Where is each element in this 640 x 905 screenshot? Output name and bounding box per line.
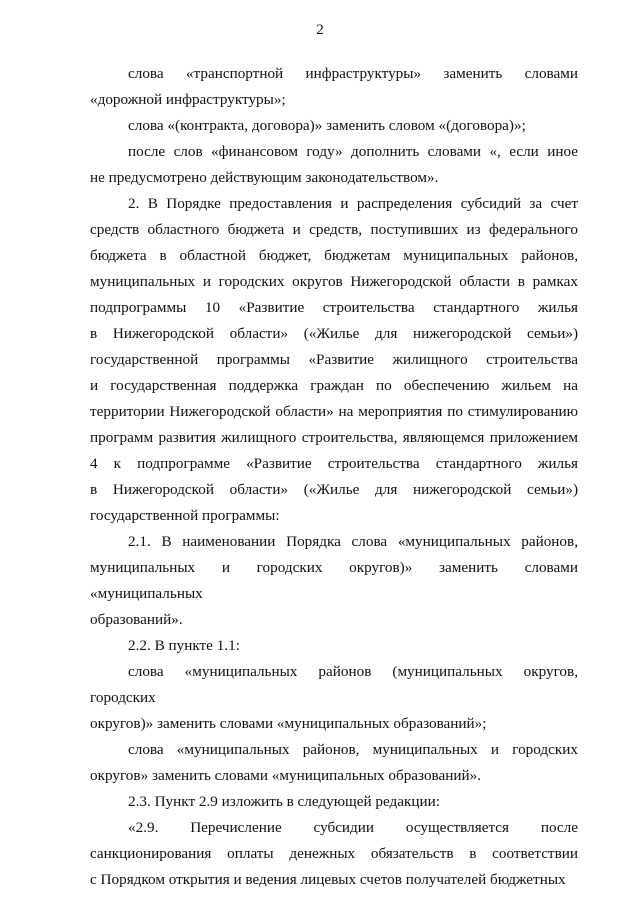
- paragraph: [90, 737, 578, 789]
- paragraph: [90, 633, 578, 659]
- text-line: после слов «финансовом году» дополнить словами «, если иное: [128, 143, 578, 160]
- text-line: слова «муниципальных районов, муниципальных и городских: [128, 741, 578, 758]
- paragraph: [90, 789, 578, 815]
- text-line: средств областного бюджета и средств, поступивших из федерального: [90, 221, 578, 238]
- text-line: 2.1. В наименовании Порядка слова «муниципальных районов,: [128, 533, 578, 550]
- text-line: 4 к подпрограмме «Развитие строительства стандартного жилья: [90, 455, 578, 472]
- text-line: «2.9. Перечисление субсидии осуществляется после: [128, 819, 578, 836]
- text-line: 2.2. В пункте 1.1:: [128, 637, 240, 654]
- paragraph: [90, 61, 578, 113]
- paragraph: [90, 191, 578, 529]
- text-line: 2. В Порядке предоставления и распределения субсидий за счет: [128, 195, 578, 212]
- text-line: не предусмотрено действующим законодательством».: [90, 169, 439, 186]
- text-line: с Порядком открытия и ведения лицевых счетов получателей бюджетных: [90, 871, 566, 888]
- text-line: округов» заменить словами «муниципальных образований».: [90, 767, 482, 784]
- text-line: в Нижегородской области» («Жилье для нижегородской семьи»): [90, 481, 578, 498]
- text-line: муниципальных и городских округов Нижегородской области в рамках: [90, 273, 578, 290]
- text-line: образований».: [90, 611, 183, 628]
- text-line: программ развития жилищного строительства, являющемся приложением: [90, 429, 578, 446]
- text-line: округов)» заменить словами «муниципальных образований»;: [90, 715, 487, 732]
- text-line: в Нижегородской области» («Жилье для нижегородской семьи»): [90, 325, 578, 342]
- text-line: и государственная поддержка граждан по обеспечению жильем на: [90, 377, 578, 394]
- text-line: 2.3. Пункт 2.9 изложить в следующей редакции:: [128, 793, 441, 810]
- text-line: слова «муниципальных районов (муниципальных округов, городских: [90, 663, 578, 706]
- text-line: бюджета в областной бюджет, бюджетам муниципальных районов,: [90, 247, 578, 264]
- document-body: [90, 61, 578, 893]
- text-line: муниципальных и городских округов)» заменить словами «муниципальных: [90, 559, 578, 602]
- text-line: государственной программы «Развитие жилищного строительства: [90, 351, 578, 368]
- text-line: территории Нижегородской области» на мероприятия по стимулированию: [90, 403, 578, 420]
- paragraph: [90, 529, 578, 633]
- paragraph: [90, 659, 578, 737]
- text-line: подпрограммы 10 «Развитие строительства стандартного жилья: [90, 299, 578, 316]
- text-line: «дорожной инфраструктуры»;: [90, 91, 286, 108]
- paragraph: [90, 113, 578, 139]
- page-number: 2: [316, 22, 324, 38]
- text-line: санкционирования оплаты денежных обязательств в соответствии: [90, 845, 578, 862]
- text-line: слова «(контракта, договора)» заменить словом «(договора)»;: [128, 117, 526, 134]
- text-line: слова «транспортной инфраструктуры» заменить словами: [128, 65, 578, 82]
- paragraph: [90, 139, 578, 191]
- paragraph: [90, 815, 578, 893]
- text-line: государственной программы:: [90, 507, 280, 524]
